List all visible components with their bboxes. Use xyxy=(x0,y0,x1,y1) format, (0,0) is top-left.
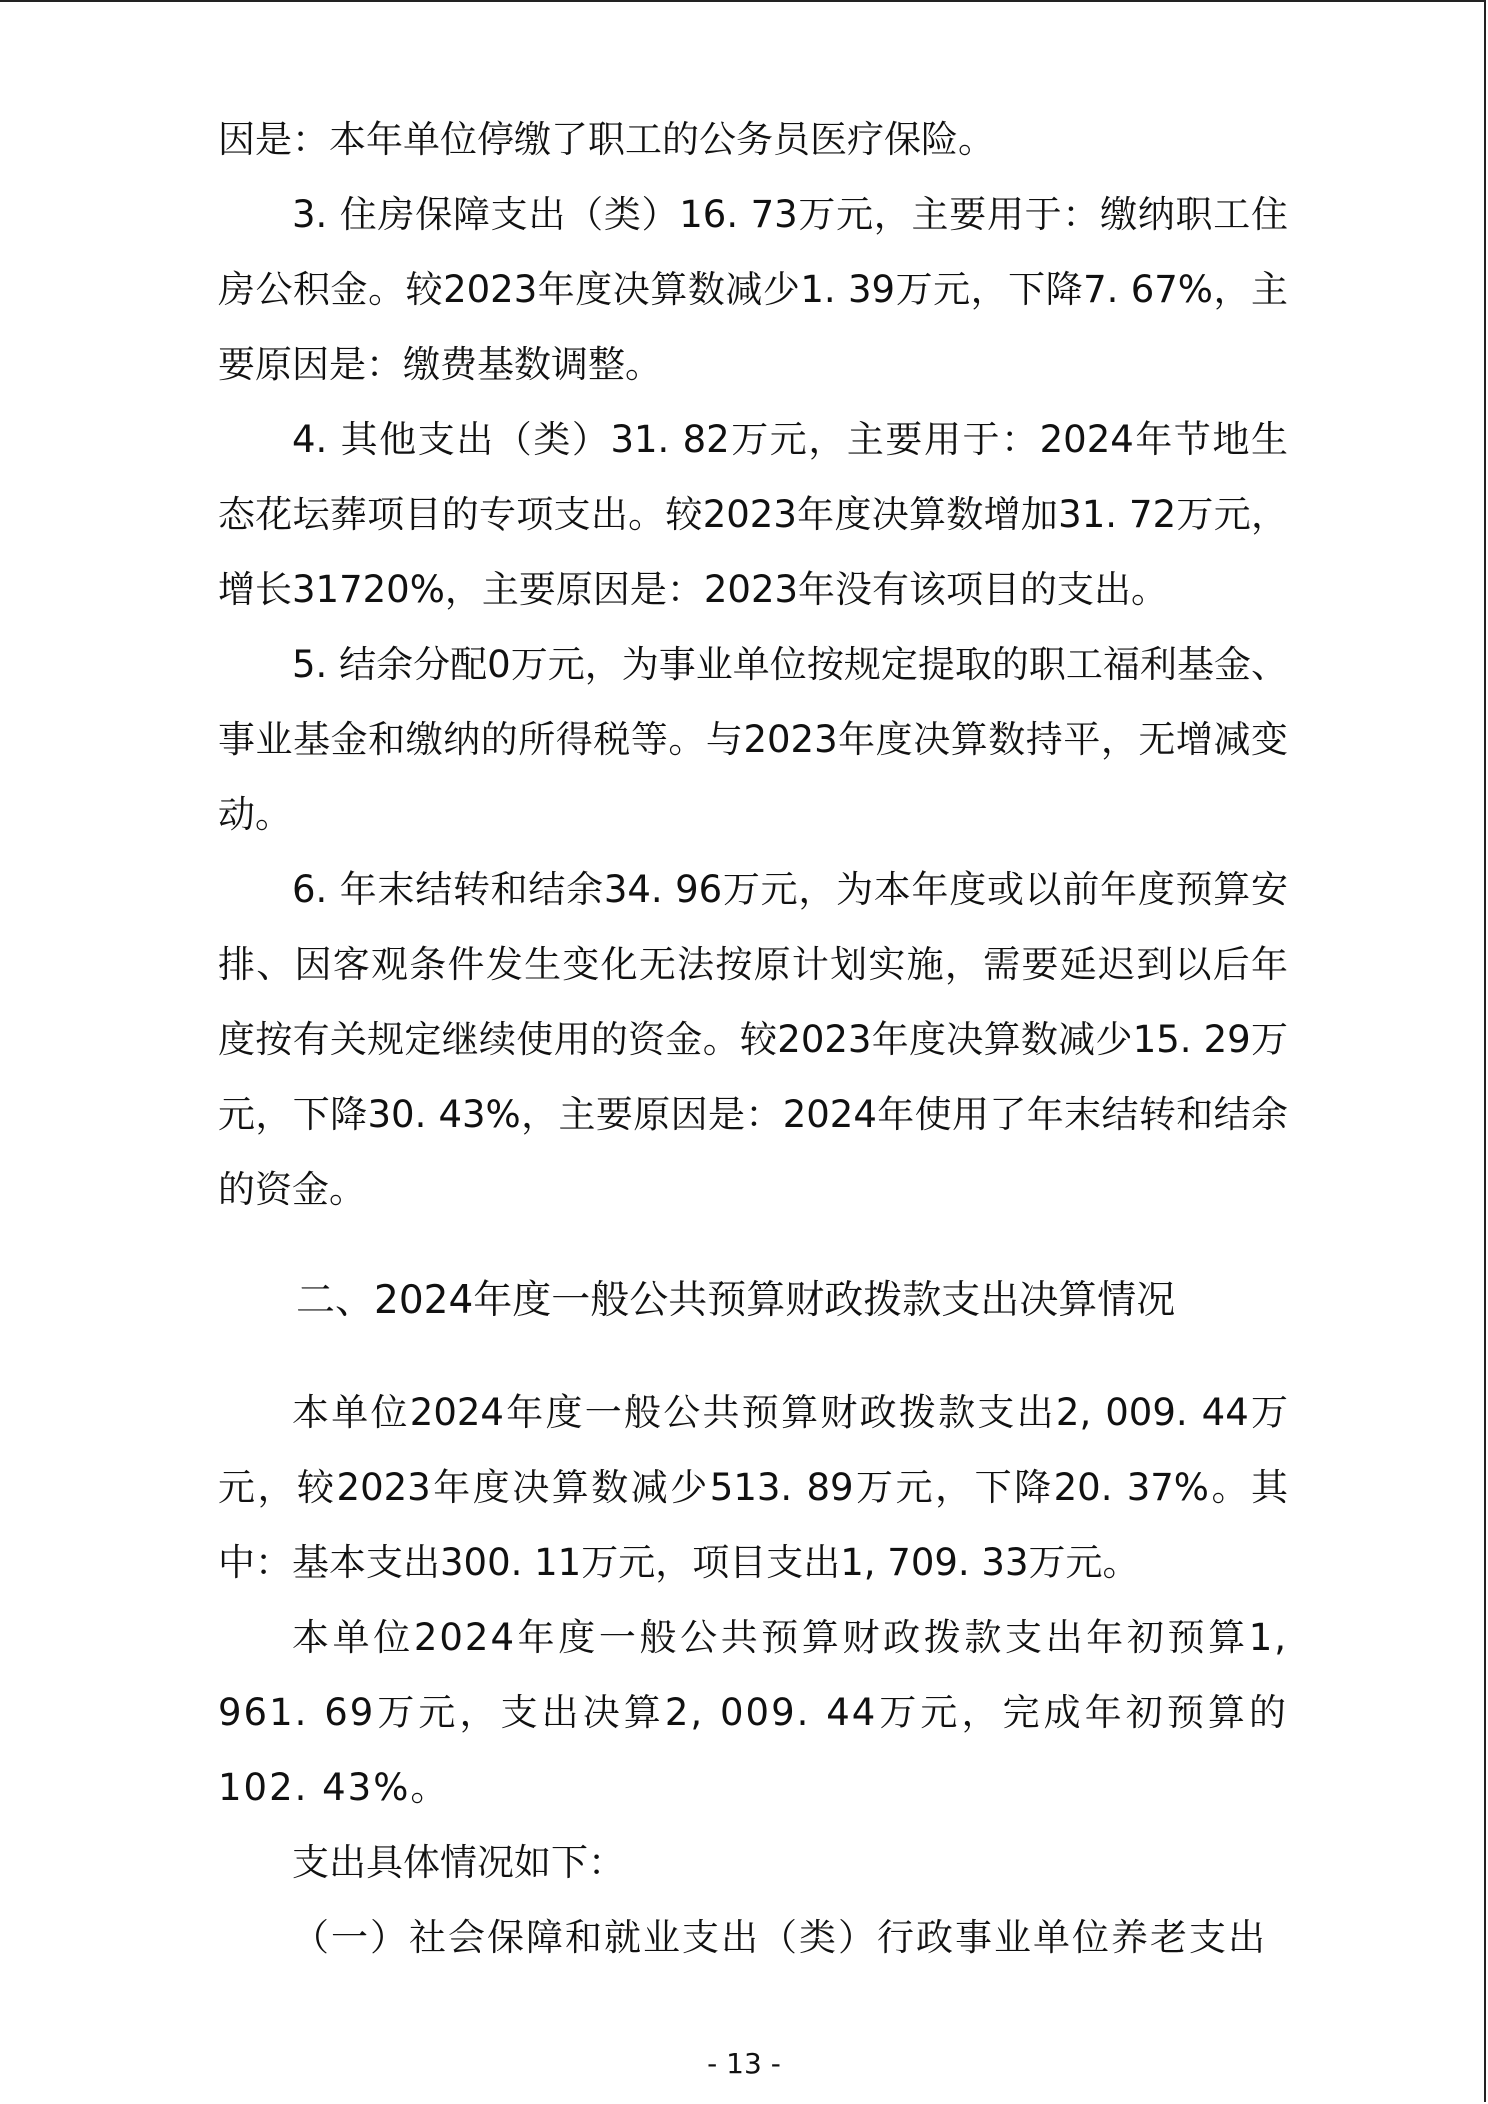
paragraph-housing-expenditure: 3. 住房保障支出（类）16. 73万元，主要用于：缴纳职工住房公积金。较2023年度决算数减少1. 39万元，下降7. 67%，主要原因是：缴费基数调整。 xyxy=(218,193,1288,386)
paragraph-other-expenditure: 4. 其他支出（类）31. 82万元，主要用于：2024年节地生态花坛葬项目的专项支出。较2023年度决算数增加31. 72万元，增长31720%，主要原因是：2023年没有该项目的支出。 xyxy=(218,418,1288,611)
paragraph-details-intro: 支出具体情况如下： xyxy=(292,1841,625,1884)
paragraph-social-security-item: （一）社会保障和就业支出（类）行政事业单位养老支出 xyxy=(292,1916,1267,1959)
paragraph-budget-completion: 本单位2024年度一般公共预算财政拨款支出年初预算1, 961. 69万元，支出决算2, 009. 44万元，完成年初预算的102. 43%。 xyxy=(218,1616,1288,1809)
document-body xyxy=(218,102,1288,1975)
paragraph-year-end-carryover: 6. 年末结转和结余34. 96万元，为本年度或以前年度预算安排、因客观条件发生变化无法按原计划实施，需要延迟到以后年度按有关规定继续使用的资金。较2023年度决算数减少15. 29万元，下降30. 43%，主要原因是：2024年使用了年末结转和结余的资金。 xyxy=(218,868,1288,1211)
page-number: - 13 - xyxy=(707,2047,781,2080)
paragraph-general-budget-expenditure: 本单位2024年度一般公共预算财政拨款支出2, 009. 44万元，较2023年度决算数减少513. 89万元，下降20. 37%。其中：基本支出300. 11万元，项目支出1, 709. 33万元。 xyxy=(218,1391,1288,1584)
paragraph-surplus-distribution: 5. 结余分配0万元，为事业单位按规定提取的职工福利基金、事业基金和缴纳的所得税等。与2023年度决算数持平，无增减变动。 xyxy=(218,643,1288,836)
section-heading: 二、2024年度一般公共预算财政拨款支出决算情况 xyxy=(296,1278,1176,1323)
paragraph-continuation: 因是：本年单位停缴了职工的公务员医疗保险。 xyxy=(218,118,995,161)
